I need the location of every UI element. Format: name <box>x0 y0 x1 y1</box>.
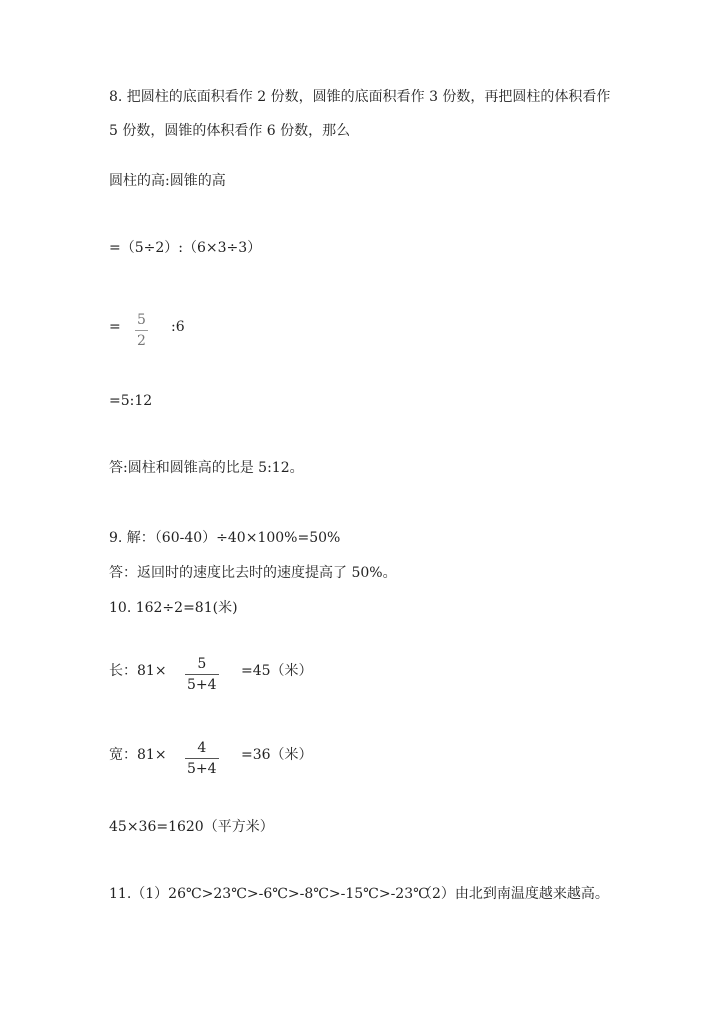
problem10-area: 45×36=1620（平方米） <box>109 819 274 835</box>
problem8-line1: 8. 把圆柱的底面积看作 2 份数，圆锥的底面积看作 3 份数，再把圆柱的体积看作 <box>109 89 611 105</box>
problem8-step1: =（5÷2）:（6×3÷3） <box>109 240 262 256</box>
problem8-ratio-label: 圆柱的高:圆锥的高 <box>109 173 226 189</box>
problem8-step3: =5:12 <box>109 393 153 409</box>
problem9-solution: 9. 解：（60-40）÷40×100%=50% <box>109 530 341 546</box>
problem10-length-prefix: 长：81× <box>109 663 167 679</box>
problem10-length-result: =45（米） <box>241 663 313 679</box>
problem8-line2: 5 份数，圆锥的体积看作 6 份数，那么 <box>109 123 351 139</box>
problem11-part2: （2）由北到南温度越来越高。 <box>418 886 609 902</box>
problem8-step2-suffix: :6 <box>171 319 185 335</box>
fraction-denominator: 5+4 <box>187 761 217 777</box>
fraction-numerator: 4 <box>197 740 207 756</box>
problem10-width-prefix: 宽：81× <box>109 747 167 763</box>
fraction-numerator: 5 <box>197 656 207 672</box>
fraction-numerator: 5 <box>137 312 146 328</box>
problem10-length-fraction <box>185 656 219 693</box>
problem10-width-fraction <box>185 740 219 777</box>
problem10-line1: 10. 162÷2=81(米) <box>109 600 238 616</box>
problem11-part1: 11.（1）26℃>23℃>-6℃>-8℃>-15℃>-23℃ <box>109 886 429 902</box>
problem10-width-result: =36（米） <box>241 747 313 763</box>
problem8-step2-fraction <box>135 312 148 349</box>
fraction-denominator: 2 <box>137 333 146 349</box>
problem9-answer: 答：返回时的速度比去时的速度提高了 50%。 <box>109 565 397 581</box>
fraction-denominator: 5+4 <box>187 677 217 693</box>
fraction-bar <box>185 758 219 759</box>
problem8-answer: 答:圆柱和圆锥高的比是 5:12。 <box>109 460 304 476</box>
fraction-bar <box>185 674 219 675</box>
problem8-step2-prefix: = <box>109 319 121 335</box>
fraction-bar <box>135 330 148 331</box>
